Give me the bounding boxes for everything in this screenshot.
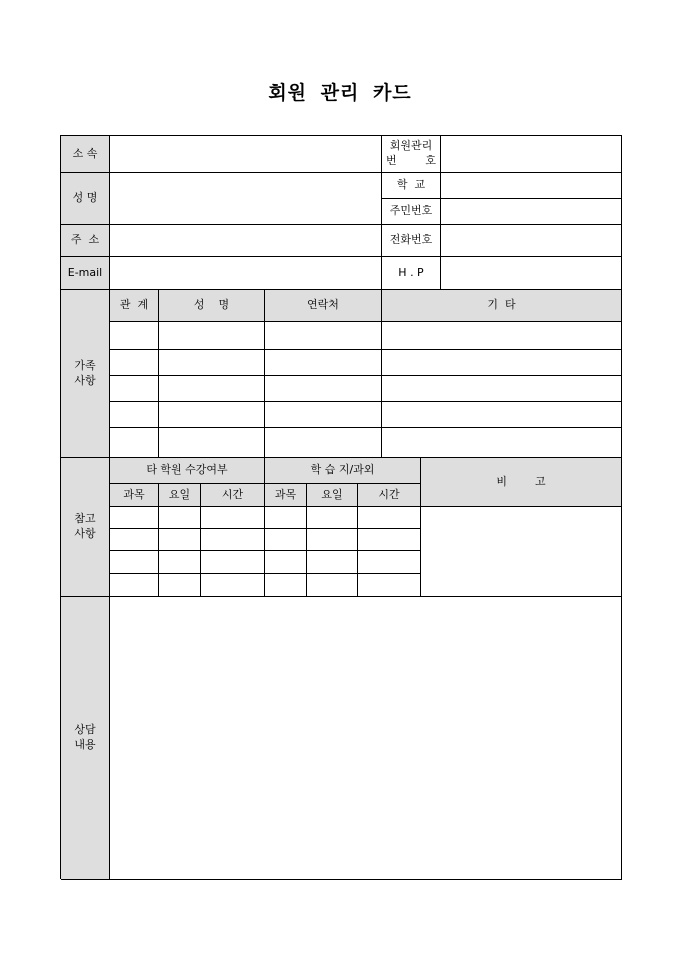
family-col-name: 성 명 xyxy=(159,290,265,322)
affiliation-field[interactable] xyxy=(110,136,382,173)
reference-cell[interactable] xyxy=(265,574,307,597)
family-col-relation: 관 계 xyxy=(110,290,159,322)
consult-field[interactable] xyxy=(110,597,622,880)
reference-cell[interactable] xyxy=(201,529,265,551)
ref-col-subject-2: 과목 xyxy=(265,484,307,507)
reference-cell[interactable] xyxy=(307,507,358,529)
label-resident-no: 주민번호 xyxy=(382,199,441,225)
family-cell[interactable] xyxy=(110,350,159,376)
hp-field[interactable] xyxy=(441,257,622,290)
reference-cell[interactable] xyxy=(265,529,307,551)
label-affiliation: 소 속 xyxy=(61,136,110,173)
label-phone: 전화번호 xyxy=(382,225,441,257)
family-col-etc: 기 타 xyxy=(382,290,622,322)
reference-cell[interactable] xyxy=(110,574,159,597)
ref-col-day-1: 요일 xyxy=(159,484,201,507)
address-field[interactable] xyxy=(110,225,382,257)
email-field[interactable] xyxy=(110,257,382,290)
reference-cell[interactable] xyxy=(358,507,421,529)
name-field[interactable] xyxy=(110,173,382,225)
family-cell[interactable] xyxy=(265,428,382,458)
family-cell[interactable] xyxy=(382,402,622,428)
family-cell[interactable] xyxy=(159,376,265,402)
label-email: E-mail xyxy=(61,257,110,290)
remarks-header: 비 고 xyxy=(421,458,622,507)
family-cell[interactable] xyxy=(159,428,265,458)
reference-cell[interactable] xyxy=(358,574,421,597)
family-cell[interactable] xyxy=(159,402,265,428)
reference-cell[interactable] xyxy=(307,551,358,574)
page-title: 회원 관리 카드 xyxy=(268,82,412,104)
reference-cell[interactable] xyxy=(110,507,159,529)
reference-cell[interactable] xyxy=(201,551,265,574)
family-cell[interactable] xyxy=(110,402,159,428)
label-reference: 참고 사항 xyxy=(61,458,110,597)
family-cell[interactable] xyxy=(159,322,265,350)
family-cell[interactable] xyxy=(265,376,382,402)
label-member-no: 회원관리 번 호 xyxy=(382,136,441,173)
reference-cell[interactable] xyxy=(358,529,421,551)
school-field[interactable] xyxy=(441,173,622,199)
family-cell[interactable] xyxy=(265,402,382,428)
reference-cell[interactable] xyxy=(307,529,358,551)
family-col-contact: 연락처 xyxy=(265,290,382,322)
reference-cell[interactable] xyxy=(159,574,201,597)
academy-header: 타 학원 수강여부 xyxy=(110,458,265,484)
family-cell[interactable] xyxy=(382,322,622,350)
resident-no-field[interactable] xyxy=(441,199,622,225)
remarks-field[interactable] xyxy=(421,507,622,597)
label-hp: H . P xyxy=(382,257,441,290)
reference-cell[interactable] xyxy=(159,507,201,529)
family-cell[interactable] xyxy=(265,322,382,350)
member-no-field[interactable] xyxy=(441,136,622,173)
family-cell[interactable] xyxy=(110,428,159,458)
reference-cell[interactable] xyxy=(265,551,307,574)
reference-cell[interactable] xyxy=(307,574,358,597)
ref-col-day-2: 요일 xyxy=(307,484,358,507)
ref-col-time-1: 시간 xyxy=(201,484,265,507)
ref-col-subject-1: 과목 xyxy=(110,484,159,507)
label-school: 학 교 xyxy=(382,173,441,199)
reference-cell[interactable] xyxy=(265,507,307,529)
family-cell[interactable] xyxy=(265,350,382,376)
study-header: 학 습 지/과외 xyxy=(265,458,421,484)
reference-cell[interactable] xyxy=(110,529,159,551)
label-consult: 상담 내용 xyxy=(61,597,110,880)
reference-cell[interactable] xyxy=(159,529,201,551)
family-cell[interactable] xyxy=(382,376,622,402)
phone-field[interactable] xyxy=(441,225,622,257)
family-cell[interactable] xyxy=(382,350,622,376)
label-name: 성 명 xyxy=(61,173,110,225)
ref-col-time-2: 시간 xyxy=(358,484,421,507)
reference-cell[interactable] xyxy=(201,574,265,597)
family-cell[interactable] xyxy=(110,322,159,350)
family-cell[interactable] xyxy=(110,376,159,402)
member-card-form xyxy=(60,135,622,879)
label-address: 주 소 xyxy=(61,225,110,257)
family-cell[interactable] xyxy=(382,428,622,458)
reference-cell[interactable] xyxy=(159,551,201,574)
family-cell[interactable] xyxy=(159,350,265,376)
label-family: 가족 사항 xyxy=(61,290,110,458)
reference-cell[interactable] xyxy=(110,551,159,574)
reference-cell[interactable] xyxy=(358,551,421,574)
reference-cell[interactable] xyxy=(201,507,265,529)
